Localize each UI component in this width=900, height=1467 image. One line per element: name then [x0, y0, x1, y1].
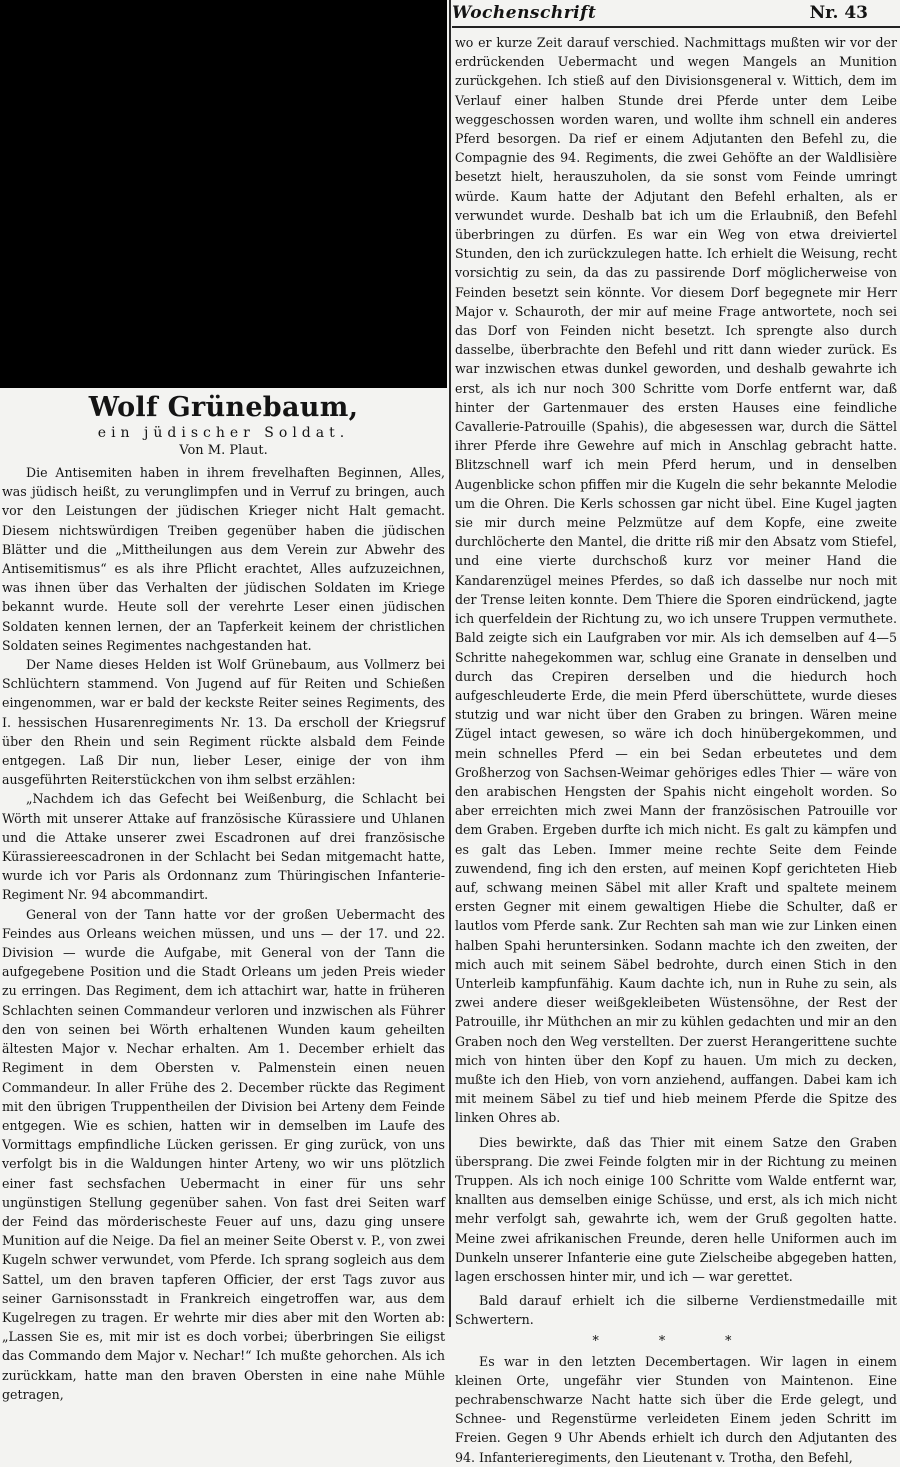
paragraph: „Nachdem ich das Gefecht bei Weißenburg, die Schlacht bei Wörth mit unserer Attake auf französische Kürassiere und Uhlanen und die Attake unserer zwei Escadronen auf drei französische Kürassiereescadronen in der Schlacht bei Sedan mitgemacht hatte, wurde ich vor Paris als Ordonnanz zum Thüringischen Infanterie-Regiment Nr. 94 abcommandirt.: [2, 791, 445, 903]
column-divider: [449, 0, 451, 1327]
article-subtitle: ein jüdischer Soldat.: [97, 425, 350, 441]
paragraph: wo er kurze Zeit darauf verschied. Nachmittags mußten wir vor der erdrückenden Uebermacht und wegen Mangels an Munition zurückgehen. Ich stieß auf den Divisionsgeneral v. Wittich, dem im Verlauf einer halben Stunde drei Pferde unter dem Leibe weggeschossen worden waren, und wollte ihm schnell ein anderes Pferd besorgen. Da rief er einem Adjutanten den Befehl zu, die Compagnie des 94. Regiments, die zwei Gehöfte an der Waldlisière besetzt hielt, herauszuholen, da sie sonst vom Feinde umringt würde. Kaum hatte der Adjutant den Befehl erhalten, als er verwundet wurde. Deshalb bat ich um die Erlaubniß, den Befehl überbringen zu dürfen. Es war ein Weg von etwa dreiviertel Stunden, den ich zurückzulegen hatte. Ich erhielt die Weisung, recht vorsichtig zu sein, da das zu passirende Dorf möglicherweise von Feinden besetzt sein könnte. Vor diesem Dorf begegnete mir Herr Major v. Schauroth, der mir auf meine Frage antwortete, noch sei das Dorf von Feinden nicht besetzt. Ich sprengte also durch dasselbe, überbrachte den Befehl und ritt dann wieder zurück. Es war inzwischen etwas dunkel geworden, und deshalb gewahrte ich erst, als ich nur noch 300 Schritte vom Dorfe entfernt war, daß hinter der Gartenmauer des ersten Hauses eine feindliche Cavallerie-Patrouille (Spahis), die abgesessen war, durch die Sättel ihrer Pferde ihre Gewehre auf mich in Anschlag gebracht hatte. Blitzschnell warf ich mein Pferd herum, und in denselben Augenblicke schon pfiffen mir die Kugeln die sehr bekannte Melodie um die Ohren. Die Kerls schossen gar nicht übel. Eine Kugel jagten sie mir durch meine Pelzmütze auf dem Kopfe, eine zweite durchlöcherte den Mantel, die dritte riß mir den Absatz vom Stiefel, und eine vierte durchschoß kurz vor meiner Hand die Kandarenzügel meines Pferdes, so daß ich dasselbe nur noch mit der Trense leiten konnte. Dem Thiere die Sporen eindrückend, jagte ich querfeldein der Richtung zu, wo ich unsere Truppen vermuthete. Bald zeigte sich ein Laufgraben vor mir. Als ich demselben auf 4—5 Schritte nahegekommen war, schlug eine Granate in denselben und durch das Crepiren derselben und die hiedurch hoch aufgeschleuderte Erde, die mein Pferd überschüttete, wurde dieses stutzig und war nicht über den Graben zu bringen. Wären meine Zügel intact gewesen, so wäre ich doch hinübergekommen, und mein schnelles Pferd — ein bei Sedan erbeutetes und dem Großherzog von Sachsen-Weimar gehöriges edles Thier — wäre von den arabischen Hengsten der Spahis nicht eingeholt worden. So aber erreichten mich zwei Mann der französischen Patrouille vor dem Graben. Ergeben durfte ich mich nicht. Es galt zu kämpfen und es galt das Leben. Immer meine rechte Seite dem Feinde zuwendend, fing ich den ersten, auf meinen Kopf gerichteten Hieb auf, schwang meinen Säbel mit aller Kraft und spaltete meinem ersten Gegner mit einem gewaltigen Hiebe die Schulter, daß er lautlos vom Pferde sank. Zur Rechten sah man wie zur Linken einen halben Spahi heruntersinken. Sodann machte ich den zweiten, der mich auch mit seinem Säbel bedrohte, durch einen Stich in den Unterleib kampfunfähig. Kaum dachte ich, nun in Ruhe zu sein, als zwei andere dieser weißgekleibeten Wüstensöhne, der Rest der Patrouille, ihr Müthchen an mir zu kühlen gedachten und mir an den Graben noch den Weg verstellten. Der zuerst Herangerittene suchte mich von hinten über den Kopf zu hauen. Um mich zu decken, mußte ich den Hieb, von vorn anziehend, auffangen. Dabei kam ich mit meinem Säbel zu tief und hieb meinem Pferde die Spitze des linken Ohres ab.: [455, 35, 897, 1126]
left-column: [2, 392, 445, 1402]
paragraph: Die Antisemiten haben in ihrem frevelhaften Beginnen, Alles, was jüdisch heißt, zu verunglimpfen und in Verruf zu bringen, auch vor den Leistungen der jüdischen Krieger nicht Halt gemacht. Diesem nichtswürdigen Treiben gegenüber haben die jüdischen Blätter und die „Mittheilungen aus dem Verein zur Abwehr des Antisemitismus“ es als ihre Pflicht erachtet, Alles aufzuzeichnen, was ihnen über das Verhalten der jüdischen Soldaten im Kriege bekannt wurde. Heute soll der verehrte Leser einen jüdischen Soldaten kennen lernen, der an Tapferkeit keinem der christlichen Soldaten seines Regimentes nachgestanden hat.: [2, 465, 445, 653]
running-header: [452, 0, 900, 28]
paragraph: Der Name dieses Helden ist Wolf Grünebaum, aus Vollmerz bei Schlüchtern stammend. Von Jugend auf für Reiten und Schießen eingenommen, war er bald der keckste Reiter seines Regiments, des I. hessischen Husarenregiments Nr. 13. Da erscholl der Kriegsruf über den Rhein und sein Regiment rückte alsbald dem Feinde entgegen. Laß Dir nun, lieber Leser, einige der von ihm ausgeführten Reiterstückchen von ihm selbst erzählen:: [2, 657, 445, 788]
article-author: Von M. Plaut.: [179, 443, 268, 458]
issue-number: Nr. 43: [809, 3, 868, 23]
paragraph: Dies bewirkte, daß das Thier mit einem Satze den Graben übersprang. Die zwei Feinde folgten mir in der Richtung zu meinen Truppen. Als ich noch einige 100 Schritte vom Walde entfernt war, knallten aus demselben einige Schüsse, und erst, als ich mich nicht mehr verfolgt sah, gewahrte ich, wem der Gruß gegolten hatte. Meine zwei afrikanischen Freunde, deren helle Uniformen auch im Dunkeln unserer Infanterie eine gute Zielscheibe abgegeben hatten, lagen erschossen hinter mir, und ich — war gerettet.: [455, 1134, 897, 1284]
section-separator: * * *: [592, 1332, 760, 1348]
publication-title: Wochenschrift: [452, 3, 597, 23]
redacted-black-area: [0, 0, 447, 388]
paragraph: Es war in den letzten Decembertagen. Wir lagen in einem kleinen Orte, ungefähr vier Stunden von Maintenon. Eine pechrabenschwarze Nacht hatte sich über die Erde gelegt, und Schnee- und Regenstürme verleideten Einem jeden Schritt im Freien. Gegen 9 Uhr Abends erhielt ich durch den Adjutanten des 94. Infanterieregiments, den Lieutenant v. Trotha, den Befehl,: [455, 1353, 897, 1465]
article-title: Wolf Grünebaum,: [88, 392, 359, 423]
right-column: [455, 33, 897, 1465]
paragraph: General von der Tann hatte vor der großen Uebermacht des Feindes aus Orleans weichen müssen, und uns — der 17. und 22. Division — wurde die Aufgabe, mit General von der Tann die aufgegebene Position und die Stadt Orleans um jeden Preis wieder zu erringen. Das Regiment, dem ich attachirt war, hatte in früheren Schlachten seinen Commandeur verloren und inzwischen als Führer den von seinen bei Wörth erhaltenen Wunden kaum geheilten ältesten Major v. Nechar erhalten. Am 1. December erhielt das Regiment in dem Obersten v. Palmenstein einen neuen Commandeur. In aller Frühe des 2. December rückte das Regiment mit den übrigen Truppentheilen der Division bei Arteny dem Feinde entgegen. Wie es schien, hatten wir in demselben im Laufe des Vormittags empfindliche Lücken gerissen. Er ging zurück, von uns verfolgt bis in die Waldungen hinter Arteny, wo wir uns plötzlich einer fast sechsfachen Uebermacht in einer für uns sehr ungünstigen Stellung gegenüber sahen. Von fast drei Seiten warf der Feind das mörderischeste Feuer auf uns, dazu ging unsere Munition auf die Neige. Da fiel an meiner Seite Oberst v. P., von zwei Kugeln schwer verwundet, vom Pferde. Ich sprang sogleich aus dem Sattel, um den braven tapferen Officier, der erst Tags zuvor aus seiner Garnisonsstadt in Frankreich eingetroffen war, aus dem Kugelregen zu tragen. Er wehrte mir dies aber mit den Worten ab: „Lassen Sie es, mit mir ist es doch vorbei; überbringen Sie eiligst das Commando dem Major v. Nechar!“ Ich mußte gehorchen. Als ich zurückkam, hatte man den braven Obersten in eine nahe Mühle getragen,: [2, 906, 445, 1402]
paragraph: Bald darauf erhielt ich die silberne Verdienstmedaille mit Schwertern.: [455, 1293, 897, 1328]
